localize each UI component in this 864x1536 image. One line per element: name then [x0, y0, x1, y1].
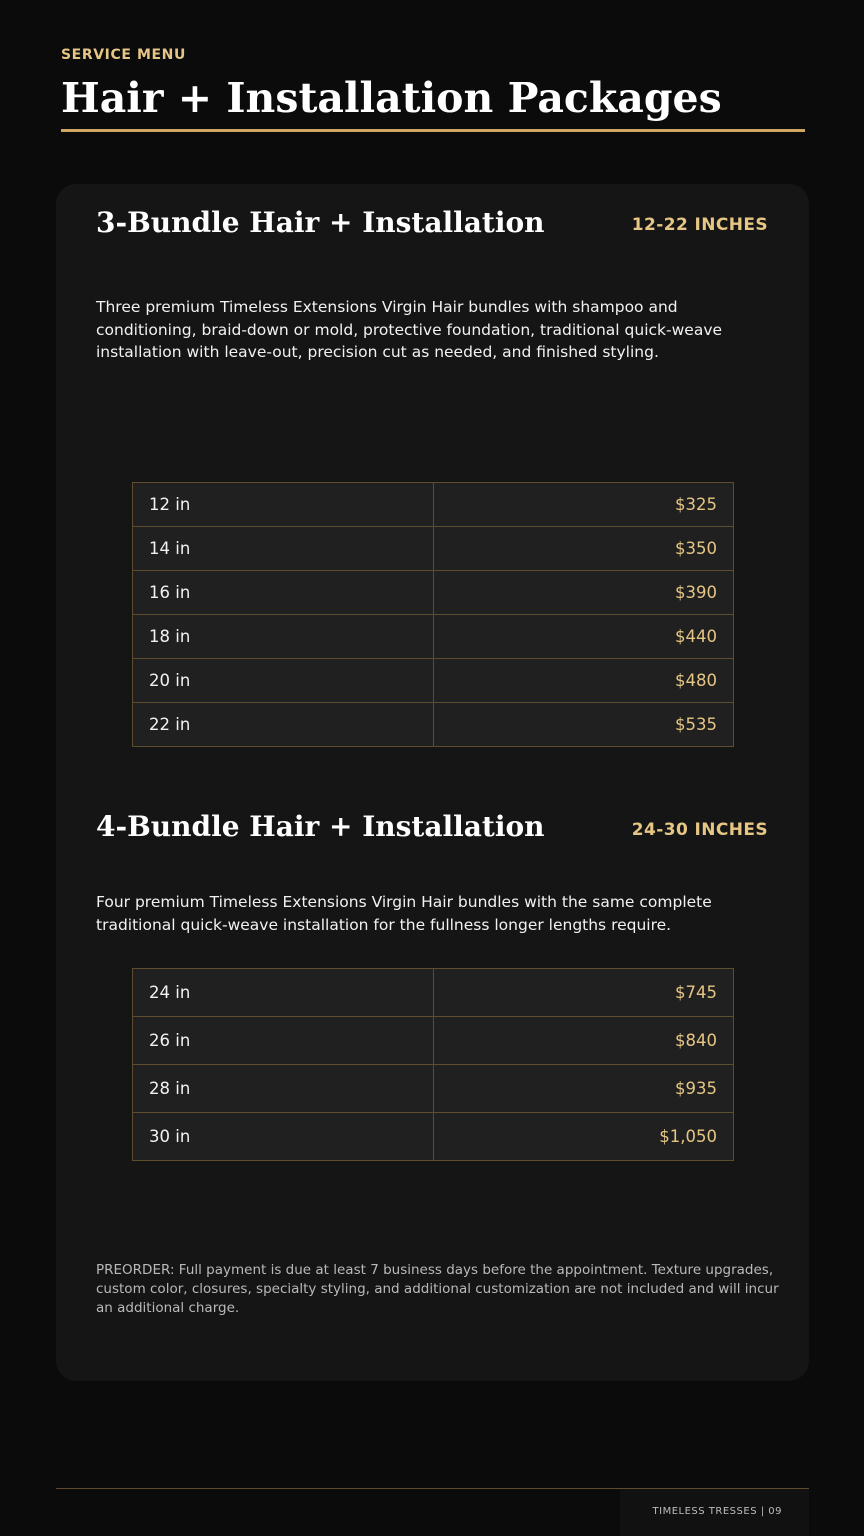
package-2-description: Four premium Timeless Extensions Virgin Hair bundles with the same complete traditional quick-weave installation for the fullness longer lengths require.	[96, 893, 712, 934]
table-row	[133, 1113, 734, 1161]
title-divider	[61, 129, 805, 132]
size-cell: 22 in	[133, 703, 434, 747]
size-cell: 16 in	[133, 571, 434, 615]
price-cell: $840	[433, 1017, 734, 1065]
table-row	[133, 1065, 734, 1113]
service-menu-eyebrow: SERVICE MENU	[61, 47, 186, 63]
size-cell: 12 in	[133, 483, 434, 527]
price-cell: $325	[433, 483, 734, 527]
package-2-range: 24-30 INCHES	[631, 820, 768, 840]
package-1-price-table	[132, 482, 734, 747]
size-cell: 20 in	[133, 659, 434, 703]
price-cell: $390	[433, 571, 734, 615]
footer-page-label: TIMELESS TRESSES | 09	[652, 1506, 782, 1517]
size-cell: 14 in	[133, 527, 434, 571]
package-1-title: 3-Bundle Hair + Installation	[96, 206, 545, 239]
price-cell: $745	[433, 969, 734, 1017]
table-row	[133, 615, 734, 659]
price-cell: $440	[433, 615, 734, 659]
table-row	[133, 571, 734, 615]
package-card	[56, 184, 809, 1381]
table-row	[133, 703, 734, 747]
package-1-range: 12-22 INCHES	[631, 215, 768, 235]
package-1-description: Three premium Timeless Extensions Virgin Hair bundles with shampoo and conditioning, braid-down or mold, protective foundation, traditional quick-weave installation with leave-out, precision cut as needed, and finished styling.	[96, 298, 723, 361]
price-cell: $535	[433, 703, 734, 747]
table-row	[133, 527, 734, 571]
page-title: Hair + Installation Packages	[61, 74, 722, 122]
price-cell: $480	[433, 659, 734, 703]
price-cell: $350	[433, 527, 734, 571]
package-2-title: 4-Bundle Hair + Installation	[96, 810, 545, 843]
price-cell: $1,050	[433, 1113, 734, 1161]
table-row	[133, 659, 734, 703]
size-cell: 30 in	[133, 1113, 434, 1161]
preorder-note: PREORDER: Full payment is due at least 7 business days before the appointment. Texture upgrades, custom color, closures, specialty styling, and additional customization are not included and will incur an additional charge.	[96, 1262, 779, 1316]
table-row	[133, 1017, 734, 1065]
package-2-price-table	[132, 968, 734, 1161]
price-cell: $935	[433, 1065, 734, 1113]
table-row	[133, 969, 734, 1017]
size-cell: 26 in	[133, 1017, 434, 1065]
table-row	[133, 483, 734, 527]
size-cell: 24 in	[133, 969, 434, 1017]
size-cell: 28 in	[133, 1065, 434, 1113]
size-cell: 18 in	[133, 615, 434, 659]
